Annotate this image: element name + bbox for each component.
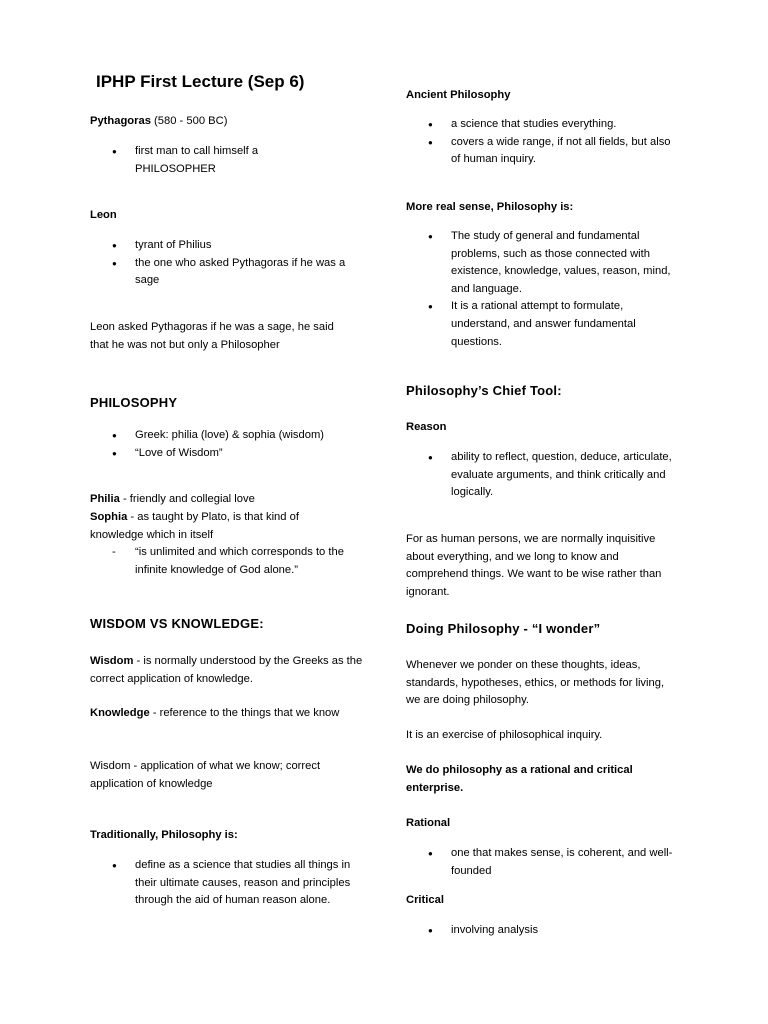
wisdom-term: Wisdom (90, 655, 134, 667)
page-title: IPHP First Lecture (Sep 6) (96, 72, 305, 91)
knowledge-def: - reference to the things that we know (149, 707, 340, 719)
sophia-term: Sophia (90, 511, 128, 523)
sophia-def: - as taught by Plato, is that kind of knowledge which in itself (90, 511, 299, 541)
sophia-definition (90, 509, 340, 544)
philia-term: Philia (90, 493, 120, 505)
ancient-list (406, 116, 681, 169)
wisdom-definition (90, 653, 365, 688)
philia-definition (90, 491, 360, 509)
ponder-paragraph: Whenever we ponder on these thoughts, ideas, standards, hypotheses, ethics, or methods for living, we are doing philosophy. (406, 659, 665, 707)
more-real-heading: More real sense, Philosophy is: (406, 201, 574, 213)
pythagoras-list (90, 143, 370, 178)
list-item: ● “Love of Wisdom” (90, 445, 370, 463)
list-item: - “is unlimited and which corresponds to the infinite knowledge of God alone.” (90, 544, 360, 579)
traditionally-heading: Traditionally, Philosophy is: (90, 829, 238, 841)
more-real-list (406, 228, 681, 351)
pythagoras-name: Pythagoras (90, 115, 151, 127)
leon-list (90, 237, 370, 290)
human-persons-paragraph: For as human persons, we are normally inquisitive about everything, and we long to know and comprehend things. We want to be wise rather than ignorant. (406, 533, 662, 598)
wisdom-application: Wisdom - application of what we know; correct application of knowledge (90, 760, 321, 790)
list-item: ● first man to call himself a PHILOSOPHER (90, 143, 285, 178)
list-item: ● It is a rational attempt to formulate, understand, and answer fundamental questions. (406, 298, 681, 351)
exercise-paragraph: It is an exercise of philosophical inquiry. (406, 729, 603, 741)
philosophy-list (90, 427, 370, 462)
knowledge-term: Knowledge (90, 707, 150, 719)
list-item: ● define as a science that studies all things in their ultimate causes, reason and principles through the aid of human reason alone. (90, 857, 360, 910)
wisdom-vs-knowledge-heading: WISDOM VS KNOWLEDGE: (90, 616, 264, 631)
sophia-dash-list (90, 544, 360, 579)
critical-heading: Critical (406, 894, 444, 906)
chief-tool-heading: Philosophy’s Chief Tool: (406, 383, 562, 398)
ancient-philosophy-heading: Ancient Philosophy (406, 89, 511, 101)
list-item: ● The study of general and fundamental problems, such as those connected with existence, knowledge, values, reason, mind, and language. (406, 228, 681, 298)
list-item: ● involving analysis (406, 922, 681, 940)
list-item: ● Greek: philia (love) & sophia (wisdom) (90, 427, 370, 445)
knowledge-definition (90, 705, 350, 723)
traditionally-list (90, 857, 370, 910)
list-item: ● ability to reflect, question, deduce, articulate, evaluate arguments, and think critically and logically. (406, 449, 681, 502)
rational-heading: Rational (406, 817, 451, 829)
list-item: ● the one who asked Pythagoras if he was a sage (90, 255, 365, 290)
rational-critical-heading: We do philosophy as a rational and critical enterprise. (406, 764, 633, 794)
reason-list (406, 449, 681, 502)
list-item: ● covers a wide range, if not all fields, but also of human inquiry. (406, 134, 681, 169)
leon-paragraph: Leon asked Pythagoras if he was a sage, he said that he was not but only a Philosopher (90, 321, 334, 351)
philia-def: - friendly and collegial love (119, 493, 255, 505)
leon-heading: Leon (90, 209, 117, 221)
critical-list (406, 922, 681, 940)
wisdom-def: - is normally understood by the Greeks as the correct application of knowledge. (90, 655, 363, 685)
pythagoras-dates: (580 - 500 BC) (150, 115, 228, 127)
rational-list (406, 845, 681, 880)
list-item: ● one that makes sense, is coherent, and well-founded (406, 845, 681, 880)
reason-heading: Reason (406, 421, 447, 433)
philosophy-heading: PHILOSOPHY (90, 395, 178, 410)
list-item: ● tyrant of Philius (90, 237, 370, 255)
doing-philosophy-heading: Doing Philosophy - “I wonder” (406, 621, 601, 636)
pythagoras-heading (90, 113, 227, 131)
list-item: ● a science that studies everything. (406, 116, 681, 134)
